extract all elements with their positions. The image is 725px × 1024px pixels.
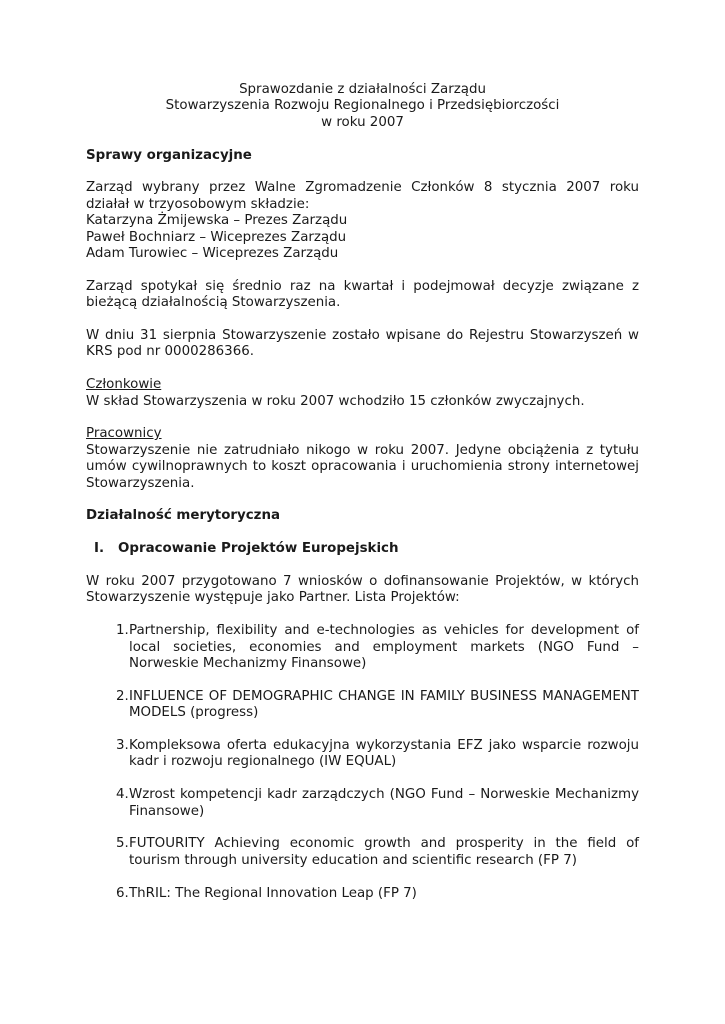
meetings-paragraph: Zarząd spotykał się średnio raz na kwartał i podejmował decyzje związane z bieżącą działalnością Stowarzyszenia. <box>86 278 639 311</box>
board-member-3: Adam Turowiec – Wiceprezes Zarządu <box>86 246 339 262</box>
projects-list <box>86 623 639 902</box>
title-line-3: w roku 2007 <box>321 114 404 130</box>
list-item-number: 4. <box>116 787 129 803</box>
list-item-number: 5. <box>116 836 129 852</box>
members-heading: Członkowie <box>86 377 162 393</box>
list-item <box>86 836 639 869</box>
section-number: I. <box>94 541 105 557</box>
list-item-text: Partnership, flexibility and e-technologies as vehicles for development of local societies, economies and employment markets (NGO Fund – Norweskie Mechanizmy Finansowe) <box>129 623 639 672</box>
list-item <box>86 787 639 820</box>
title-line-2: Stowarzyszenia Rozwoju Regionalnego i Przedsiębiorczości <box>165 98 560 114</box>
list-item-number: 6. <box>116 885 129 901</box>
board-member-2: Paweł Bochniarz – Wiceprezes Zarządu <box>86 229 347 245</box>
title-line-1: Sprawozdanie z działalności Zarządu <box>239 82 486 97</box>
list-item-text: Kompleksowa oferta edukacyjna wykorzystania EFZ jako wsparcie rozwoju kadr i rozwoju regionalnego (IW EQUAL) <box>129 738 639 770</box>
board-intro: Zarząd wybrany przez Walne Zgromadzenie Członków 8 stycznia 2007 roku działał w trzyosobowym składzie: <box>86 180 639 212</box>
list-item-text: INFLUENCE OF DEMOGRAPHIC CHANGE IN FAMILY BUSINESS MANAGEMENT MODELS (progress) <box>129 688 639 721</box>
section-heading <box>94 541 639 557</box>
list-item <box>86 738 639 771</box>
list-item-number: 2. <box>116 688 129 704</box>
list-item-number: 3. <box>116 738 129 754</box>
list-item-text: Wzrost kompetencji kadr zarządczych (NGO Fund – Norweskie Mechanizmy Finansowe) <box>129 787 639 819</box>
document-title <box>86 82 639 131</box>
board-member-1: Katarzyna Żmijewska – Prezes Zarządu <box>86 213 348 229</box>
staff-paragraph: Stowarzyszenie nie zatrudniało nikogo w roku 2007. Jedyne obciążenia z tytułu umów cywilnoprawnych to koszt opracowania i uruchomienia strony internetowej Stowarzyszenia. <box>86 442 639 491</box>
list-item <box>86 623 639 672</box>
members-paragraph: W skład Stowarzyszenia w roku 2007 wchodziło 15 członków zwyczajnych. <box>86 393 585 409</box>
list-item-text: FUTOURITY Achieving economic growth and prosperity in the field of tourism through university education and scientific research (FP 7) <box>129 836 639 868</box>
projects-intro: W roku 2007 przygotowano 7 wniosków o dofinansowanie Projektów, w których Stowarzyszenie występuje jako Partner. Lista Projektów: <box>86 574 639 606</box>
org-heading: Sprawy organizacyjne <box>86 147 252 163</box>
list-item-text: ThRIL: The Regional Innovation Leap (FP 7) <box>129 885 417 901</box>
section-title: Opracowanie Projektów Europejskich <box>118 541 399 557</box>
registration-paragraph: W dniu 31 sierpnia Stowarzyszenie zostało wpisane do Rejestru Stowarzyszeń w KRS pod nr 0000286366. <box>86 328 639 360</box>
list-item <box>86 689 639 722</box>
activity-heading: Działalność merytoryczna <box>86 508 281 524</box>
staff-heading: Pracownicy <box>86 426 162 442</box>
list-item <box>86 886 639 902</box>
list-item-number: 1. <box>116 623 129 639</box>
